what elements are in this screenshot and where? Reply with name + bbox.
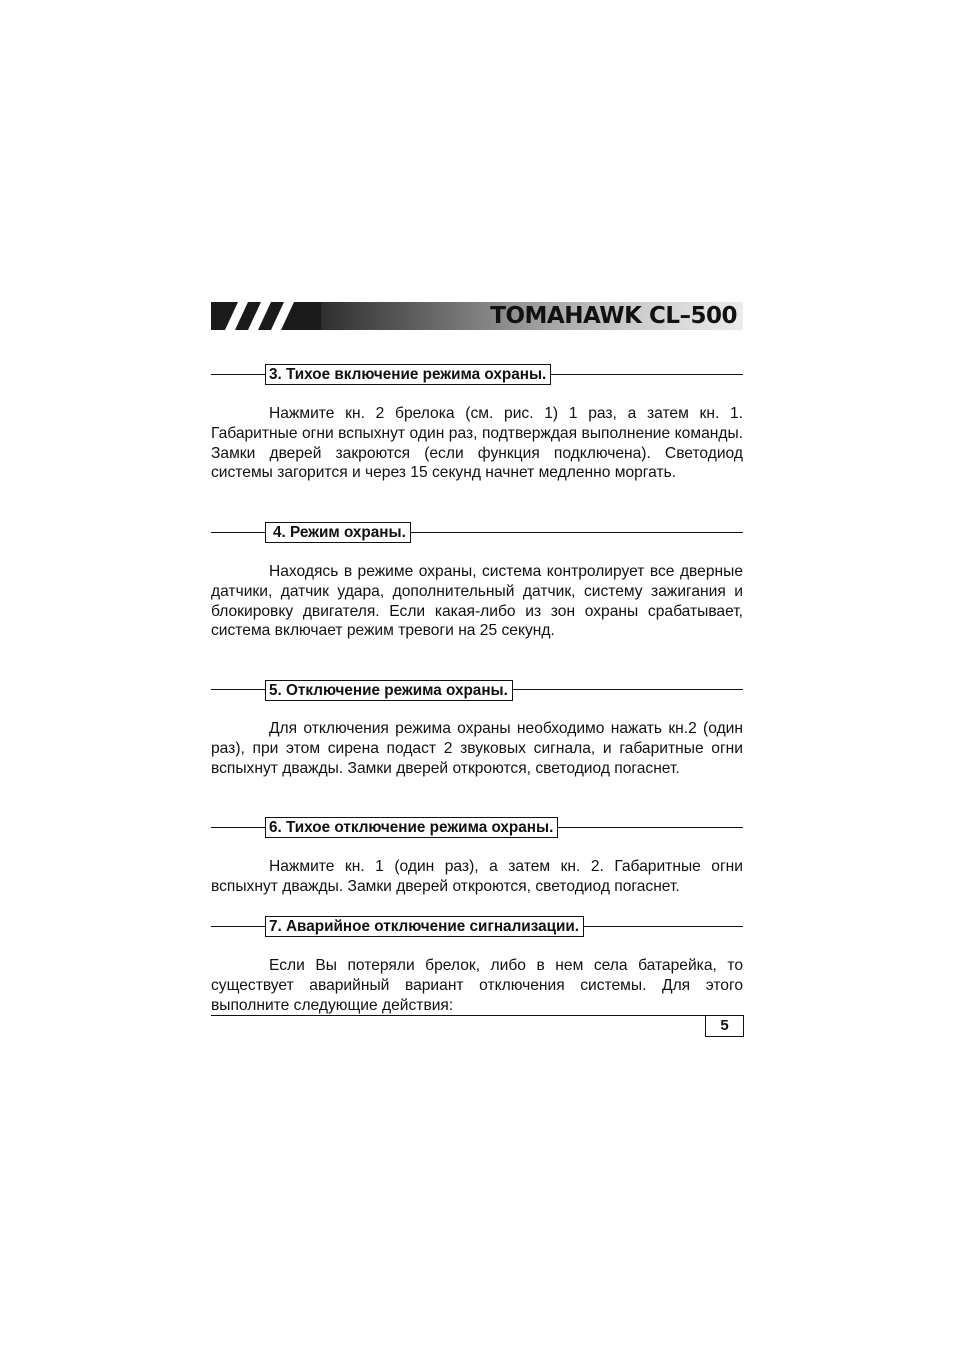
page-header-bar bbox=[211, 302, 743, 330]
footer-rule bbox=[211, 1015, 743, 1016]
section-heading: 7. Аварийное отключение сигнализации. bbox=[265, 916, 584, 937]
section-heading: 4. Режим охраны. bbox=[265, 522, 411, 543]
section-paragraph: Для отключения режима охраны необходимо нажать кн.2 (один раз), при этом сирена подаст 2 звуковых сигнала, и габаритные огни вспыхнут дважды. Замки дверей откроются, светодиод погаснет. bbox=[211, 720, 743, 777]
section-paragraph: Находясь в режиме охраны, система контролирует все дверные датчики, датчик удара, дополнительный датчик, систему зажигания и блокировку двигателя. Если какая-либо из зон охраны срабатывает, система включает режим тревоги на 25 секунд. bbox=[211, 563, 743, 640]
section-paragraph: Нажмите кн. 2 брелока (см. рис. 1) 1 раз, а затем кн. 1. Габаритные огни вспыхнут один раз, подтверждая выполнение команды. Замки дверей закроются (если функция подключена). Светодиод системы загорится и через 15 секунд начнет медленно моргать. bbox=[211, 405, 743, 482]
page-number: 5 bbox=[705, 1015, 744, 1037]
section-paragraph: Нажмите кн. 1 (один раз), а затем кн. 2. Габаритные огни вспыхнут дважды. Замки дверей откроются, светодиод погаснет. bbox=[211, 858, 743, 895]
section-paragraph: Если Вы потеряли брелок, либо в нем села батарейка, то существует аварийный вариант отключения системы. Для этого выполните следующие действия: bbox=[211, 957, 743, 1014]
section-heading: 6. Тихое отключение режима охраны. bbox=[265, 817, 558, 838]
brand-title: TOMAHAWK CL–500 bbox=[490, 303, 737, 329]
stripes-logo bbox=[211, 302, 321, 330]
section-heading: 3. Тихое включение режима охраны. bbox=[265, 364, 551, 385]
section-heading: 5. Отключение режима охраны. bbox=[265, 680, 513, 701]
